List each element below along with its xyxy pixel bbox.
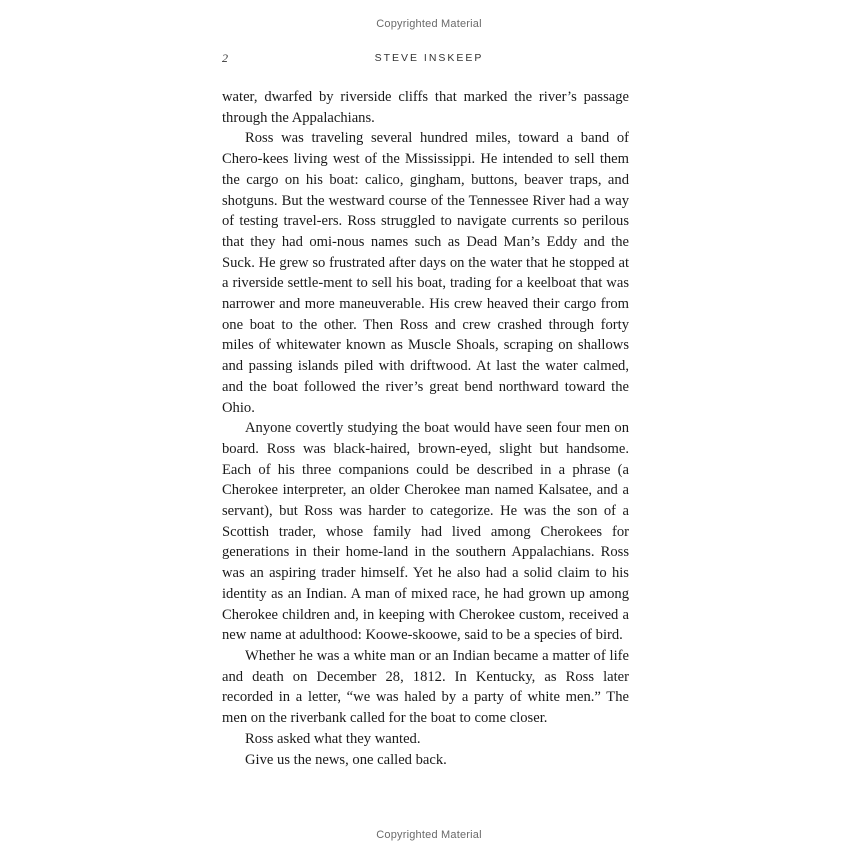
paragraph: Whether he was a white man or an Indian became a matter of life and death on December 28, 1812. In Kentucky, as Ross later recorded in a letter, “we was haled by a party of white men.” The men on the riverbank called for the boat to come closer. (222, 647, 629, 727)
paragraph: Give us the news, one called back. (245, 751, 447, 768)
running-head-author: STEVE INSKEEP (374, 52, 484, 64)
copyright-watermark-bottom: Copyrighted Material (376, 829, 482, 841)
paragraph: Ross was traveling several hundred miles, toward a band of Chero-kees living west of the Mississippi. He intended to sell them the cargo on his boat: calico, gingham, buttons, beaver traps, and shotguns. But the westward course of the Tennessee River had a way of testing travel-ers. Ross struggled to navigate currents so perilous that they had omi-nous names such as Dead Man’s Eddy and the Suck. He grew so frustrated after days on the water that he stopped at a riverside settle-ment to sell his boat, trading for a keelboat that was narrower and more maneuverable. His crew heaved their cargo from one boat to the other. Then Ross and crew crashed through forty miles of whitewater known as Muscle Shoals, scraping on shallows and passing islands piled with driftwood. At last the water calmed, and the boat followed the river’s great bend northward toward the Ohio. (222, 130, 629, 416)
paragraph: Ross asked what they wanted. (245, 730, 421, 747)
page-number: 2 (222, 51, 228, 65)
paragraph-continuation: water, dwarfed by riverside cliffs that marked the river’s passage through the Appalachians. (222, 89, 629, 126)
body-text (222, 87, 629, 770)
copyright-watermark-top: Copyrighted Material (376, 18, 482, 30)
paragraph: Anyone covertly studying the boat would have seen four men on board. Ross was black-haired, brown-eyed, slight but handsome. Each of his three companions could be described in a phrase (a Cherokee interpreter, an older Cherokee man named Kalsatee, and a servant), but Ross was harder to categorize. He was the son of a Scottish trader, whose family had lived among Cherokees for generations in their home-land in the southern Appalachians. Ross was an aspiring trader himself. Yet he also had a solid claim to his identity as an Indian. A man of mixed race, he had grown up among Cherokee children and, in keeping with Cherokee custom, received a new name at adulthood: Koowe-skoowe, said to be a species of bird. (222, 420, 629, 644)
